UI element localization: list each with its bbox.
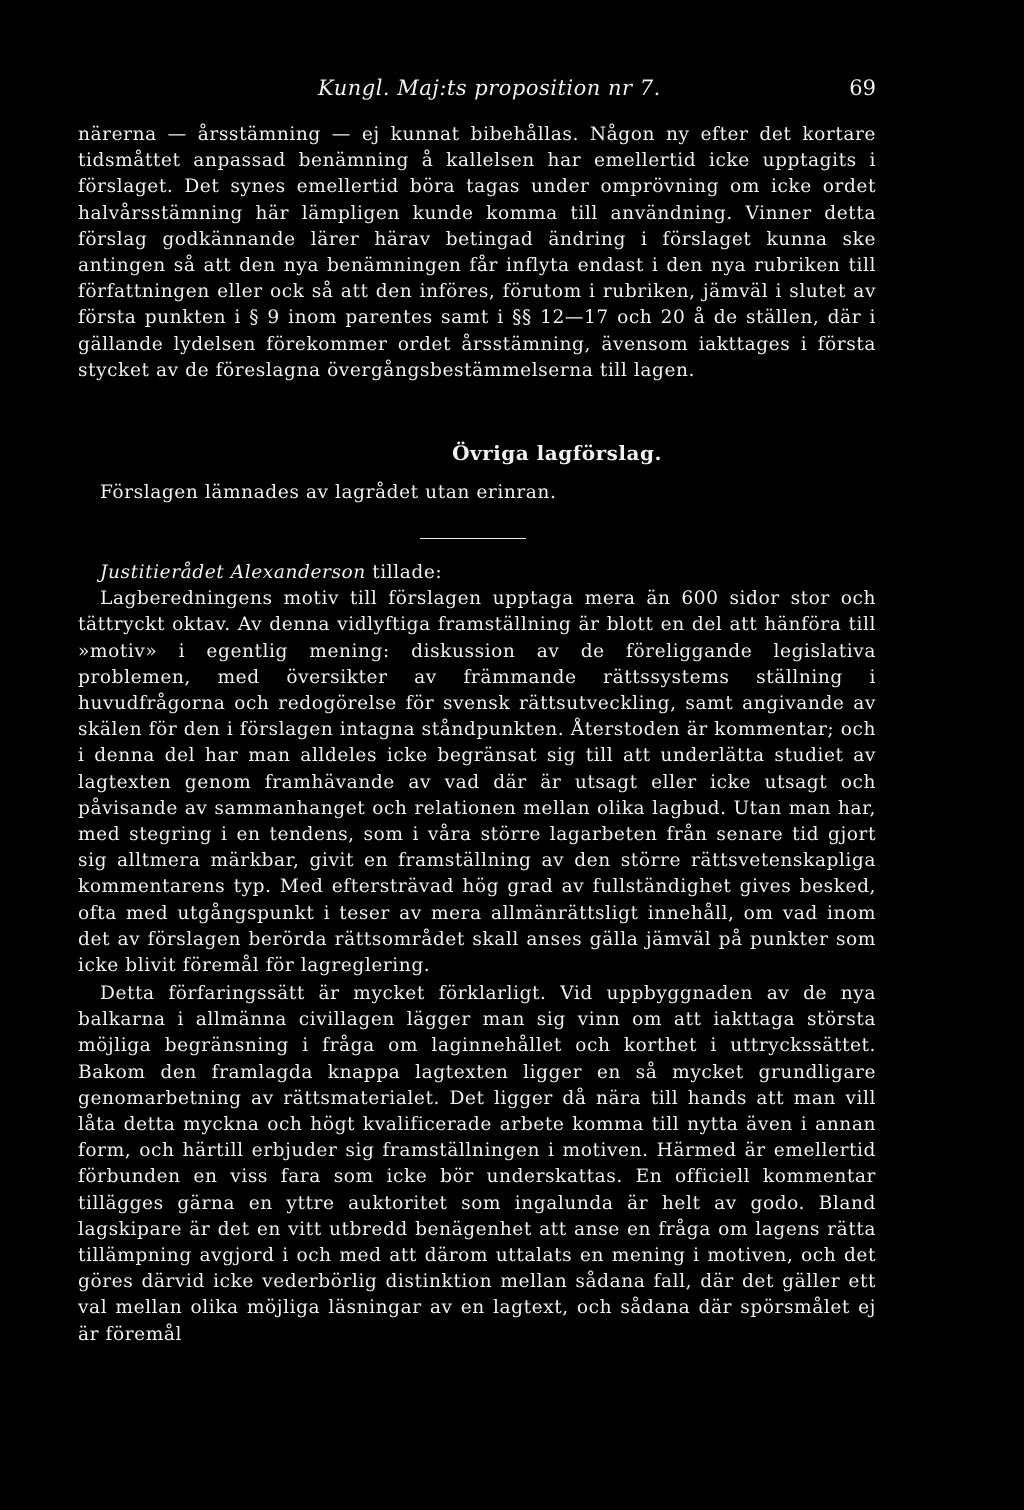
paragraph-forslagen-text: Förslagen lämnades av lagrådet utan erinran. <box>100 482 557 503</box>
paragraph-forfaringssatt-text: Detta förfaringssätt är mycket förklarligt. Vid uppbyggnaden av de nya balkarna i allmänna civillagen lägger man sig vinn om att iakttaga största möjliga begränsning i fråga om laginnehållet och korthet i uttryckssättet. Bakom den framlagda knappa lagtexten ligger en så mycket grundligare genomarbetning av rättsmaterialet. Det ligger då nära till hands att man vill låta detta myckna och högt kvalificerade arbete komma till nytta även i annan form, och härtill erbjuder sig framställningen i motiven. Härmed är emellertid förbunden en viss fara som icke bör underskattas. En officiell kommentar tillägges gärna en yttre auktoritet som ingalunda är helt av godo. Bland lagskipare är det en vitt utbredd benägenhet att anse en fråga om lagens rätta tillämpning avgjord i och med att därom uttalats en mening i motiven, och det göres därvid icke vederbörlig distinktion mellan sådana fall, där det gäller ett val mellan olika möjliga läsningar av en lagtext, och sådana där spörsmålet ej är föremål <box>78 983 876 1345</box>
speaker-name: Justitierådet Alexanderson <box>100 562 366 583</box>
page-number: 69 <box>849 76 876 100</box>
paragraph-arsstamning: närerna — årsstämning — ej kunnat bibehållas. Någon ny efter det kortare tidsmåttet anpassad benämning å kallelsen har emellertid icke upptagits i förslaget. Det synes emellertid böra tagas under omprövning om icke ordet halvårsstämning här lämpligen kunde komma till användning. Vinner detta förslag godkännande lärer härav betingad ändring i förslaget kunna ske antingen så att den nya benämningen får inflyta endast i den nya rubriken till författningen eller ock så att den införes, förutom i rubriken, jämväl i slutet av första punkten i § 9 inom parentes samt i §§ 12—17 och 20 å de ställen, där i gällande lydelsen förekommer ordet årsstämning, ävensom iakttages i första stycket av de föreslagna övergångsbestämmelserna till lagen. <box>78 124 876 381</box>
paragraph-alexanderson <box>78 560 876 979</box>
running-header <box>78 76 876 106</box>
section-heading: Övriga lagförslag. <box>452 441 662 465</box>
paragraph-forfaringssatt <box>78 981 876 1348</box>
paragraph-motiv-text: Lagberedningens motiv till förslagen upptaga mera än 600 sidor stor och tättryckt oktav. Av denna vidlyftiga framställning är blott en del att hänföra till »motiv» i egentlig mening: diskussion av de föreliggande legislativa problemen, med översikter av främmande rättssystems ställning i huvudfrågorna och redogörelse för svensk rättsutveckling, samt angivande av skälen för den i förslagen intagna ståndpunkten. Återstoden är kommentar; och i denna del har man alldeles icke begränsat sig till att underlätta studiet av lagtexten genom framhävande av vad där är utsagt eller icke utsagt och påvisande av sammanhanget och relationen mellan olika lagbud. Utan man har, med stegring i en tendens, som i våra större lagarbeten från senare tid gjort sig alltmera märkbar, givit en framställning av den större rättsvetenskapliga kommentarens typ. Med eftersträvad hög grad av fullständighet gives besked, ofta med utgångspunkt i teser av mera allmänrättsligt innehåll, om vad inom det av förslagen berörda rättsområdet skall anses gälla jämväl på punkter som icke blivit föremål för lagreglering. <box>78 588 876 977</box>
running-title: Kungl. Maj:ts proposition nr 7. <box>318 76 661 100</box>
speaker-line <box>78 560 876 586</box>
speaker-verb: tillade: <box>372 562 443 583</box>
paragraph-forslagen <box>78 480 876 506</box>
section-divider <box>420 538 526 539</box>
